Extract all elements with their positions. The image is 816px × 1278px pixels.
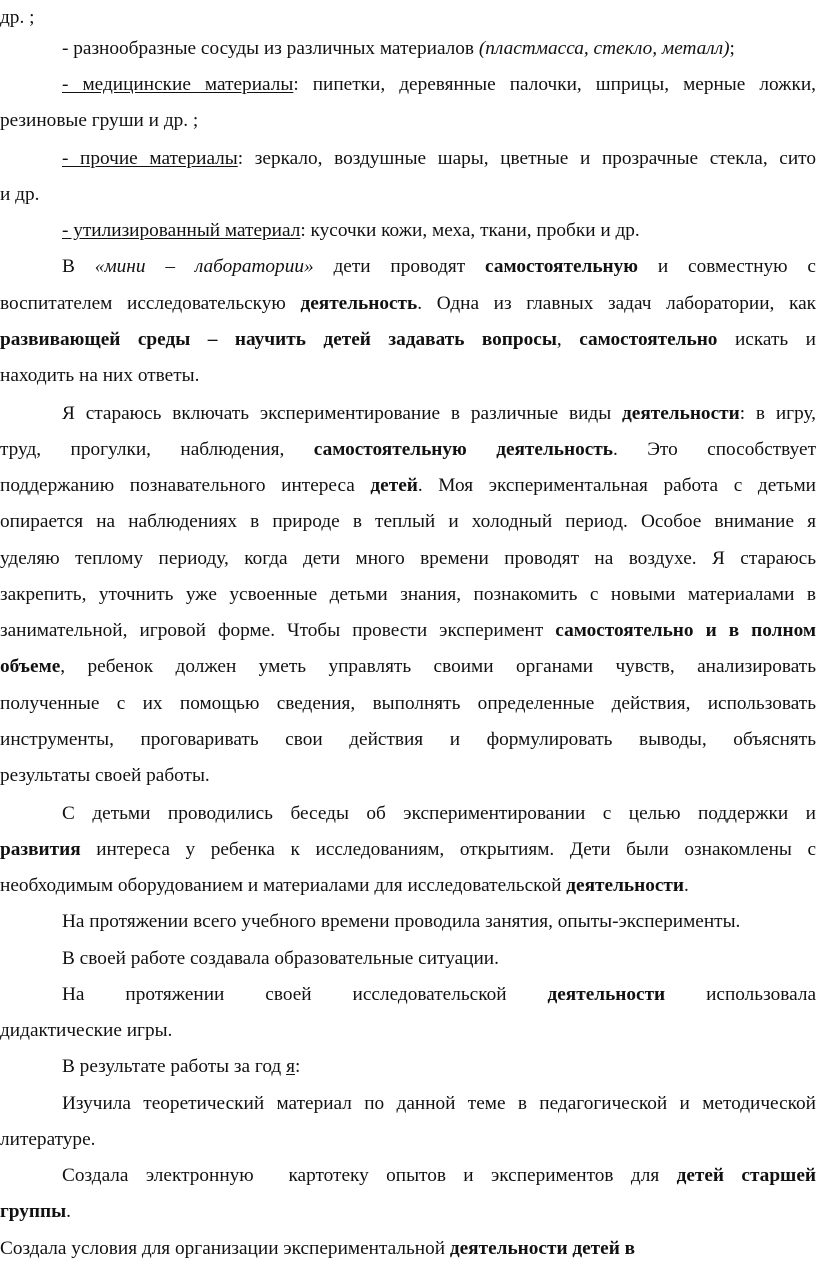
text-line: [62, 396, 816, 432]
text-run: - медицинские материалы: [62, 74, 294, 95]
text-run: развивающей среды – научить детей задавать вопросы: [0, 329, 557, 350]
text-run: ,: [556, 329, 580, 350]
text-run: С детьми проводились беседы об экспериментировании с целью поддержки и: [62, 803, 816, 824]
text-line: [62, 1086, 816, 1122]
text-line: [62, 941, 816, 977]
text-line: [0, 358, 816, 394]
text-run: опирается на наблюдениях в природе в теплый и холодный период. Особое внимание я: [0, 511, 816, 532]
text-run: детей: [370, 475, 418, 496]
text-run: я: [286, 1056, 295, 1077]
text-line: [0, 649, 816, 685]
text-run: - прочие материалы: [62, 148, 238, 169]
text-line: [0, 686, 816, 722]
text-run: поддержанию познавательного интереса: [0, 475, 371, 496]
text-run: находить на них ответы.: [0, 365, 200, 386]
text-run: закрепить, уточнить уже усвоенные детьми знания, познакомить с новыми материалами в: [0, 584, 816, 605]
text-run: результаты своей работы.: [0, 765, 210, 786]
text-run: деятельности: [622, 403, 740, 424]
text-run: : зеркало, воздушные шары, цветные и прозрачные стекла, сито: [237, 148, 816, 169]
text-run: инструменты, проговаривать свои действия и формулировать выводы, объяснять: [0, 729, 816, 750]
text-run: деятельность: [300, 293, 418, 314]
text-run: . Моя экспериментальная работа с детьми: [417, 475, 816, 496]
text-line: [0, 541, 816, 577]
text-run: Я стараюсь включать экспериментирование в различные виды: [62, 403, 623, 424]
text-run: :: [294, 1056, 301, 1077]
text-run: На протяжении всего учебного времени проводила занятия, опыты-эксперименты.: [62, 911, 741, 932]
text-run: (пластмасса, стекло, металл): [478, 38, 730, 59]
text-run: искать и: [717, 329, 816, 350]
text-run: . Одна из главных задач лаборатории, как: [417, 293, 816, 314]
text-line: [62, 977, 816, 1013]
text-run: др. ;: [0, 7, 35, 28]
text-line: [0, 1194, 816, 1230]
text-run: труд, прогулки, наблюдения,: [0, 439, 314, 460]
text-run: В: [62, 256, 95, 277]
text-line: [62, 1049, 816, 1085]
text-run: воспитателем исследовательскую: [0, 293, 301, 314]
text-run: полученные с их помощью сведения, выполнять определенные действия, использовать: [0, 693, 816, 714]
text-line: [0, 177, 816, 213]
text-run: В своей работе создавала образовательные ситуации.: [62, 948, 499, 969]
text-line: [62, 1158, 816, 1194]
text-run: интереса у ребенка к исследованиям, открытиям. Дети были ознакомлены с: [80, 839, 816, 860]
text-line: [62, 141, 816, 177]
text-line: [62, 31, 816, 67]
text-line: [0, 322, 816, 358]
text-line: [62, 213, 816, 249]
text-line: [0, 577, 816, 613]
text-run: Изучила теоретический материал по данной теме в педагогической и методической: [62, 1093, 816, 1114]
text-run: объеме: [0, 656, 61, 677]
text-line: [0, 1122, 816, 1158]
text-run: деятельности: [547, 984, 666, 1005]
text-run: детей старшей: [676, 1165, 816, 1186]
text-line: [62, 67, 816, 103]
text-run: самостоятельно: [579, 329, 718, 350]
text-run: занимательной, игровой форме. Чтобы провести эксперимент: [0, 620, 556, 641]
text-run: ;: [729, 38, 735, 59]
text-line: [0, 758, 816, 794]
text-run: развития: [0, 839, 81, 860]
text-run: самостоятельно и в полном: [555, 620, 816, 641]
text-run: .: [683, 875, 689, 896]
text-line: [0, 868, 816, 904]
text-run: Создала условия для организации экспериментальной: [0, 1238, 450, 1259]
text-run: : в игру,: [739, 403, 816, 424]
text-run: использовала: [665, 984, 816, 1005]
text-run: самостоятельную деятельность: [313, 439, 613, 460]
text-run: «мини – лаборатории»: [94, 256, 314, 277]
text-run: деятельности детей в: [449, 1238, 636, 1259]
text-run: дети проводят: [313, 256, 486, 277]
text-run: дидактические игры.: [0, 1020, 173, 1041]
text-line: [0, 432, 816, 468]
text-run: : пипетки, деревянные палочки, шприцы, мерные ложки,: [293, 74, 816, 95]
text-run: и др.: [0, 184, 40, 205]
text-line: [0, 1231, 816, 1267]
text-run: .: [66, 1201, 71, 1222]
text-run: резиновые груши и др. ;: [0, 110, 199, 131]
text-line: [62, 249, 816, 285]
text-line: [62, 904, 816, 940]
text-line: [0, 286, 816, 322]
text-line: [0, 504, 816, 540]
text-run: необходимым оборудованием и материалами для исследовательской: [0, 875, 567, 896]
text-run: литературе.: [0, 1129, 96, 1150]
text-line: [0, 468, 816, 504]
text-run: - утилизированный материал: [62, 220, 301, 241]
text-run: - разнообразные сосуды из различных материалов: [62, 38, 479, 59]
text-run: деятельности: [566, 875, 684, 896]
text-line: [0, 832, 816, 868]
text-run: Создала электронную картотеку опытов и экспериментов для: [62, 1165, 677, 1186]
text-line: [0, 613, 816, 649]
text-line: [62, 796, 816, 832]
text-run: На протяжении своей исследовательской: [62, 984, 548, 1005]
text-run: . Это способствует: [612, 439, 816, 460]
text-line: [0, 1013, 816, 1049]
text-run: : кусочки кожи, меха, ткани, пробки и др.: [300, 220, 640, 241]
text-run: и совместную с: [638, 256, 816, 277]
text-line: [0, 103, 816, 139]
text-run: самостоятельную: [485, 256, 639, 277]
text-run: группы: [0, 1201, 67, 1222]
text-run: уделяю теплому периоду, когда дети много времени проводят на воздухе. Я стараюсь: [0, 548, 816, 569]
text-run: , ребенок должен уметь управлять своими органами чувств, анализировать: [60, 656, 816, 677]
text-run: В результате работы за год: [62, 1056, 287, 1077]
text-line: [0, 722, 816, 758]
